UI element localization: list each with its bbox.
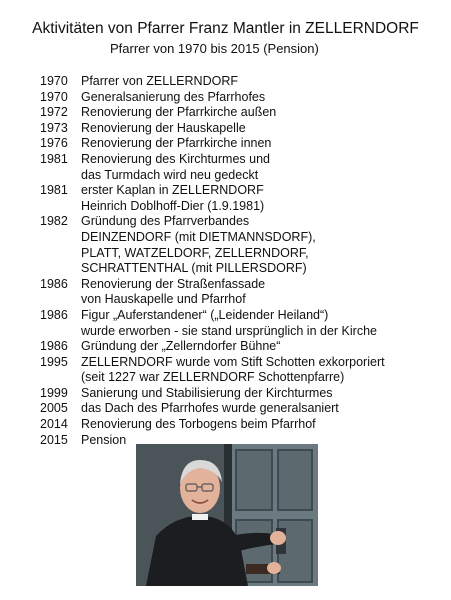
page-subtitle: Pfarrer von 1970 bis 2015 (Pension) bbox=[110, 41, 319, 56]
entry-year: 1973 bbox=[40, 120, 68, 135]
entry-line: SCHRATTENTHAL (mit PILLERSDORF) bbox=[81, 261, 307, 276]
entry-description bbox=[81, 386, 440, 402]
entry-line: Renovierung des Torbogens beim Pfarrhof bbox=[81, 417, 316, 432]
entry-line: erster Kaplan in ZELLERNDORF bbox=[81, 183, 264, 198]
entry-line: Renovierung der Hauskapelle bbox=[81, 120, 246, 135]
entry-line: von Hauskapelle und Pfarrhof bbox=[81, 292, 246, 307]
entry-line: Renovierung der Pfarrkirche innen bbox=[81, 136, 272, 151]
hand-upper bbox=[270, 531, 286, 545]
entry-year: 2005 bbox=[40, 401, 68, 416]
timeline-entry bbox=[40, 121, 440, 137]
entry-description bbox=[81, 121, 440, 137]
entry-line: Heinrich Doblhoff-Dier (1.9.1981) bbox=[81, 198, 265, 213]
timeline-entry bbox=[40, 74, 440, 90]
timeline-entry bbox=[40, 401, 440, 417]
entry-line: Pension bbox=[81, 432, 127, 447]
timeline-entry bbox=[40, 339, 440, 355]
entry-description bbox=[81, 355, 440, 386]
entry-year: 1972 bbox=[40, 105, 68, 120]
entry-description bbox=[81, 136, 440, 152]
entry-line: ZELLERNDORF wurde vom Stift Schotten exkorporiert bbox=[81, 354, 385, 369]
entry-year: 1981 bbox=[40, 183, 68, 198]
entry-line: wurde erworben - sie stand ursprünglich in der Kirche bbox=[81, 323, 377, 338]
entry-description bbox=[81, 339, 440, 355]
timeline-entry bbox=[40, 417, 440, 433]
door-panel-upper-left bbox=[236, 450, 272, 510]
timeline-entry bbox=[40, 386, 440, 402]
entry-year: 1976 bbox=[40, 136, 68, 151]
timeline-entry bbox=[40, 136, 440, 152]
priest-photo bbox=[136, 444, 318, 586]
timeline-entry bbox=[40, 355, 440, 386]
entry-description bbox=[81, 183, 440, 214]
timeline-entry bbox=[40, 105, 440, 121]
entry-line: Figur „Auferstandener“ („Leidender Heiland“) bbox=[81, 307, 329, 322]
clerical-collar bbox=[192, 514, 208, 520]
hand-lower bbox=[267, 562, 281, 574]
entry-line: Generalsanierung des Pfarrhofes bbox=[81, 89, 266, 104]
entry-line: das Turmdach wird neu gedeckt bbox=[81, 167, 259, 182]
entry-line: Sanierung und Stabilisierung der Kirchturmes bbox=[81, 385, 333, 400]
timeline-entry bbox=[40, 90, 440, 106]
page-title: Aktivitäten von Pfarrer Franz Mantler in ZELLERNDORF bbox=[32, 20, 419, 37]
entry-year: 1970 bbox=[40, 74, 68, 88]
entry-description bbox=[81, 417, 440, 433]
entry-year: 1970 bbox=[40, 89, 68, 104]
entry-year: 1995 bbox=[40, 354, 68, 369]
entry-line: Renovierung der Pfarrkirche außen bbox=[81, 105, 277, 120]
entry-description bbox=[81, 214, 440, 276]
door-panel-upper-right bbox=[278, 450, 312, 510]
entry-line: DEINZENDORF (mit DIETMANNSDORF), bbox=[81, 229, 316, 244]
entry-line: PLATT, WATZELDORF, ZELLERNDORF, bbox=[81, 245, 309, 260]
timeline-entry bbox=[40, 183, 440, 214]
entry-year: 1986 bbox=[40, 339, 68, 354]
entry-description bbox=[81, 308, 440, 339]
entry-year: 2015 bbox=[40, 432, 68, 447]
entry-year: 1986 bbox=[40, 276, 68, 291]
entry-line: das Dach des Pfarrhofes wurde generalsaniert bbox=[81, 401, 339, 416]
entry-year: 1986 bbox=[40, 307, 68, 322]
entry-line: Pfarrer von ZELLERNDORF bbox=[81, 74, 238, 88]
timeline-entry bbox=[40, 308, 440, 339]
entry-year: 1981 bbox=[40, 151, 68, 166]
entry-description bbox=[81, 401, 440, 417]
priest-at-door-photo-icon bbox=[136, 444, 318, 586]
entry-year: 1982 bbox=[40, 214, 68, 229]
entry-description bbox=[81, 74, 440, 90]
entry-year: 2014 bbox=[40, 417, 68, 432]
entry-line: Gründung der „Zellerndorfer Bühne“ bbox=[81, 339, 281, 354]
timeline-entry bbox=[40, 214, 440, 276]
entry-description bbox=[81, 105, 440, 121]
activity-timeline bbox=[40, 74, 440, 448]
entry-line: Renovierung der Straßenfassade bbox=[81, 276, 266, 291]
entry-line: Gründung des Pfarrverbandes bbox=[81, 214, 250, 229]
entry-line: Renovierung des Kirchturmes und bbox=[81, 151, 270, 166]
entry-description bbox=[81, 90, 440, 106]
timeline-entry bbox=[40, 152, 440, 183]
entry-description bbox=[81, 277, 440, 308]
entry-description bbox=[81, 152, 440, 183]
entry-line: (seit 1227 war ZELLERNDORF Schottenpfarre) bbox=[81, 370, 345, 385]
entry-year: 1999 bbox=[40, 385, 68, 400]
timeline-entry bbox=[40, 277, 440, 308]
